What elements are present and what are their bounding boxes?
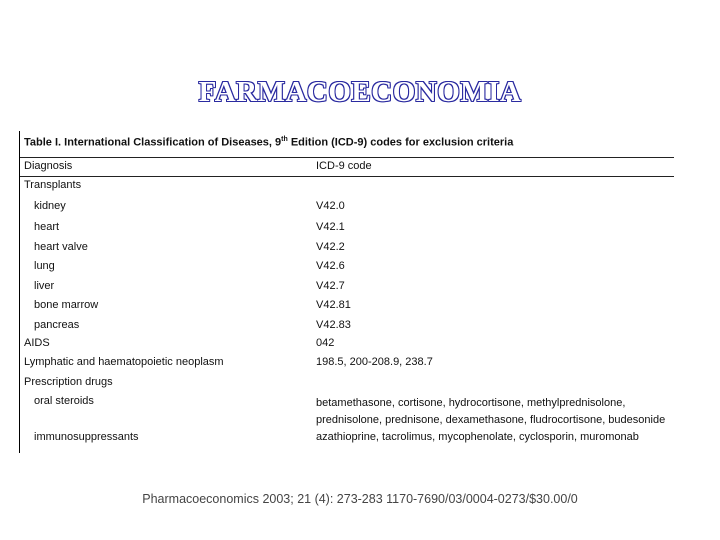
caption-text: Table I. International Classification of Diseases, 9: [24, 136, 282, 149]
table-row: [20, 356, 674, 375]
row-code: V42.2: [316, 241, 345, 253]
header-diagnosis: Diagnosis: [24, 160, 73, 172]
row-diagnosis: pancreas: [34, 319, 80, 331]
row-diagnosis: heart valve: [34, 241, 88, 253]
table-row: [20, 260, 674, 279]
row-code: 198.5, 200-208.9, 238.7: [316, 356, 433, 368]
row-code: 042: [316, 337, 335, 349]
row-code: V42.83: [316, 319, 351, 331]
divider-top: [20, 157, 674, 158]
icd9-table: [19, 131, 674, 453]
table-caption: [24, 136, 513, 149]
row-code: V42.6: [316, 260, 345, 272]
row-diagnosis: Lymphatic and haematopoietic neoplasm: [24, 356, 224, 368]
row-diagnosis: liver: [34, 280, 55, 292]
table-row: [20, 221, 674, 240]
row-code: V42.1: [316, 221, 345, 233]
header-icd9-code: ICD-9 code: [316, 160, 372, 172]
table-row: [20, 241, 674, 260]
row-diagnosis: kidney: [34, 200, 66, 212]
table-row: [20, 319, 674, 338]
caption-superscript: th: [281, 136, 288, 143]
caption-text-end: Edition (ICD-9) codes for exclusion criteria: [287, 136, 514, 149]
row-code-line: prednisolone, prednisone, dexamethasone, fludrocortisone, budesonide: [316, 414, 666, 426]
row-code: azathioprine, tacrolimus, mycophenolate, cyclosporin, muromonab: [316, 431, 639, 443]
row-diagnosis: AIDS: [24, 337, 50, 349]
table-row: [20, 395, 674, 431]
row-diagnosis: lung: [34, 260, 55, 272]
divider-header: [20, 176, 674, 177]
row-diagnosis: Prescription drugs: [24, 376, 113, 388]
row-code: V42.0: [316, 200, 345, 212]
row-diagnosis: heart: [34, 221, 60, 233]
row-code-line: betamethasone, cortisone, hydrocortisone, methylprednisolone,: [316, 397, 626, 409]
row-code: [316, 395, 665, 429]
table-row: [20, 179, 674, 198]
row-diagnosis: immunosuppressants: [34, 431, 139, 443]
table-row: [20, 376, 674, 395]
row-diagnosis: bone marrow: [34, 299, 99, 311]
table-row: [20, 280, 674, 299]
row-diagnosis: Transplants: [24, 179, 82, 191]
table-row: [20, 431, 674, 450]
table-row: [20, 337, 674, 356]
row-code: V42.81: [316, 299, 351, 311]
slide-title: FARMACOECONOMIA: [198, 76, 522, 108]
source-citation: Pharmacoeconomics 2003; 21 (4): 273-283 1170-7690/03/0004-0273/$30.00/0: [142, 492, 578, 506]
row-code: V42.7: [316, 280, 345, 292]
row-diagnosis: oral steroids: [34, 395, 94, 407]
table-row: [20, 200, 674, 219]
table-row: [20, 299, 674, 318]
